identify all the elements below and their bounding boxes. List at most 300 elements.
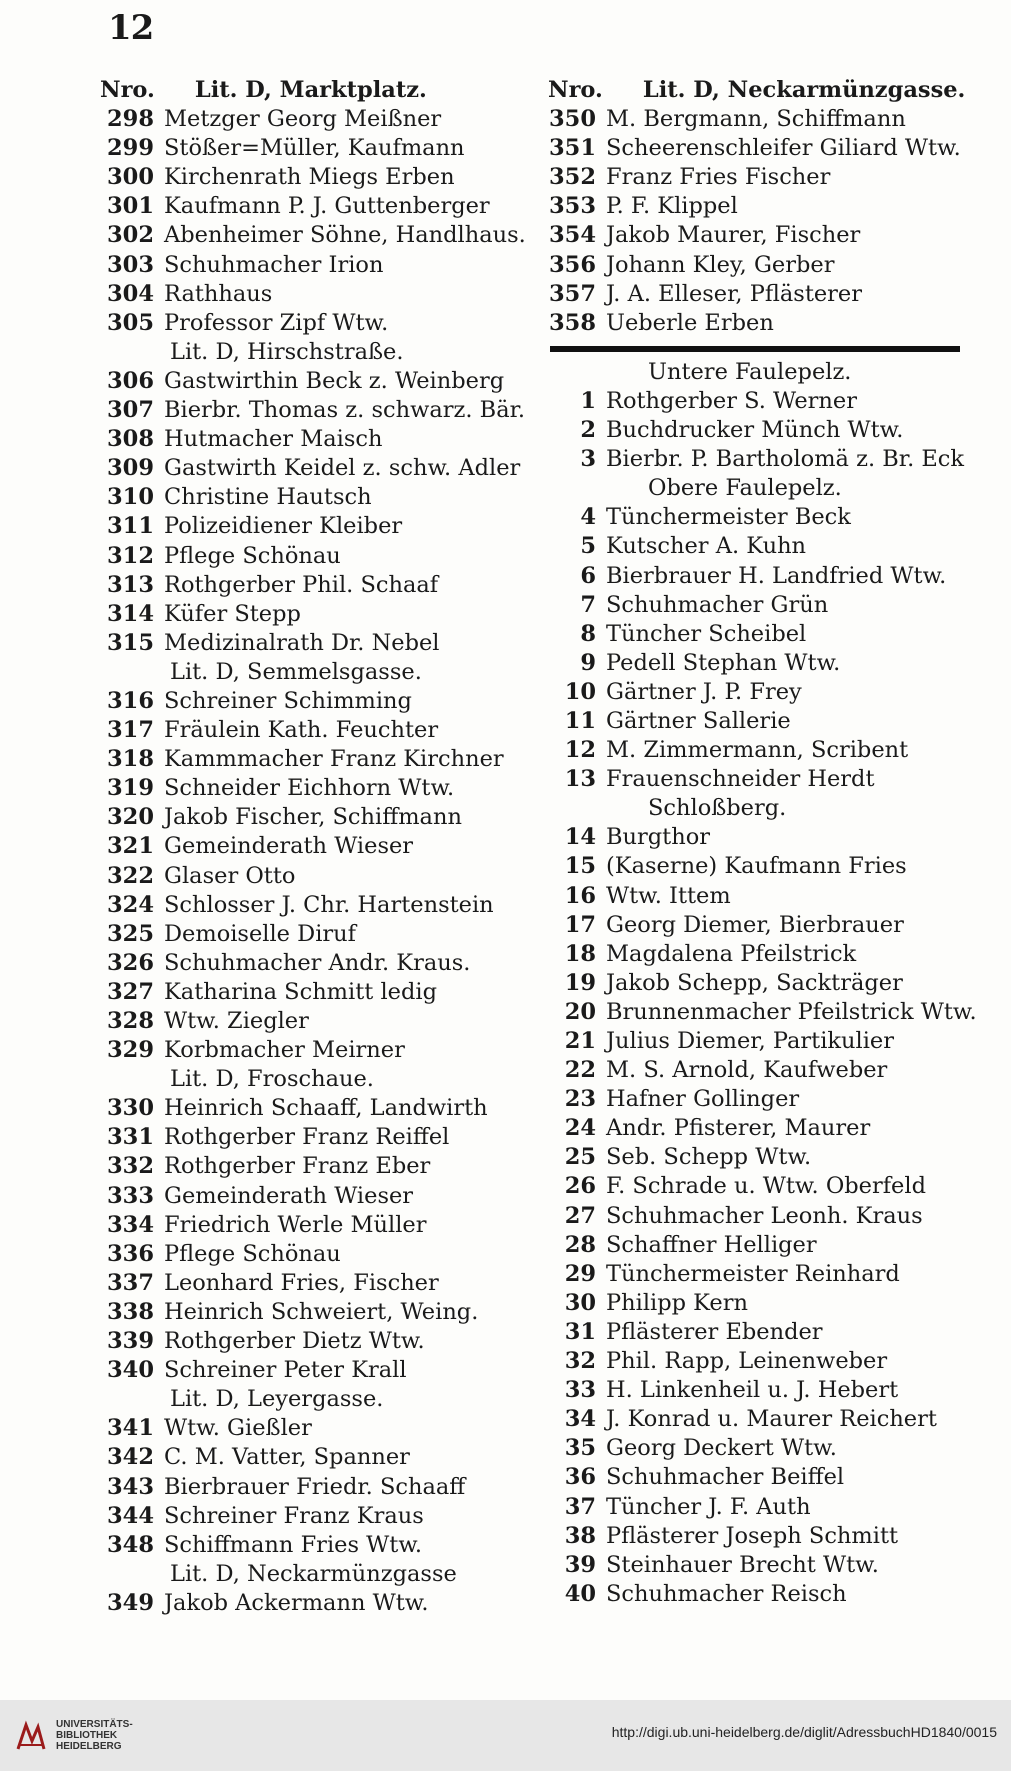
house-number: 305 — [107, 309, 154, 336]
section-divider — [550, 346, 960, 352]
address-entry — [100, 1473, 540, 1502]
resident-name: Gastwirth Keidel z. schw. Adler — [164, 455, 521, 482]
address-entry — [100, 1007, 540, 1036]
house-number: 14 — [564, 824, 596, 851]
address-entry — [100, 687, 540, 716]
resident-name: Schreiner Franz Kraus — [164, 1502, 424, 1529]
address-entry — [548, 1318, 978, 1347]
house-number: 342 — [107, 1444, 154, 1471]
resident-name: Gastwirthin Beck z. Weinberg — [164, 367, 505, 394]
resident-name: Tünchermeister Reinhard — [606, 1260, 900, 1287]
address-entry — [100, 163, 540, 192]
street-heading — [100, 338, 540, 367]
resident-name: F. Schrade u. Wtw. Oberfeld — [606, 1173, 926, 1200]
house-number: 23 — [564, 1086, 596, 1113]
university-seal-icon — [14, 1719, 48, 1753]
resident-name: Professor Zipf Wtw. — [164, 309, 389, 336]
house-number: 352 — [549, 164, 596, 191]
resident-name: Küfer Stepp — [164, 600, 301, 627]
house-number: 26 — [564, 1173, 596, 1200]
resident-name: Leonhard Fries, Fischer — [164, 1269, 439, 1296]
house-number: 343 — [107, 1473, 154, 1500]
resident-name: Philipp Kern — [606, 1289, 748, 1316]
house-number: 321 — [107, 833, 154, 860]
address-entry — [100, 1182, 540, 1211]
street-heading-text: Lit. D, Froschaue. — [170, 1066, 374, 1093]
resident-name: J. Konrad u. Maurer Reichert — [606, 1406, 937, 1433]
resident-name: Rothgerber Dietz Wtw. — [164, 1328, 425, 1355]
resident-name: Brunnenmacher Pfeilstrick Wtw. — [606, 998, 977, 1025]
resident-name: Pflege Schönau — [164, 542, 341, 569]
resident-name: Pflege Schönau — [164, 1240, 341, 1267]
house-number: 336 — [107, 1240, 154, 1267]
address-entry — [100, 1123, 540, 1152]
address-entry — [548, 765, 978, 794]
house-number: 301 — [107, 193, 154, 220]
street-heading-text: Schloßberg. — [648, 795, 787, 822]
street-heading — [100, 1385, 540, 1414]
house-number: 356 — [549, 251, 596, 278]
address-entry — [100, 309, 540, 338]
house-number: 15 — [564, 853, 596, 880]
house-number: 306 — [107, 367, 154, 394]
source-url[interactable]: http://digi.ub.uni-heidelberg.de/diglit/AdressbuchHD1840/0015 — [611, 1724, 997, 1740]
address-entry — [100, 1502, 540, 1531]
column-header — [548, 76, 978, 105]
address-entry — [100, 600, 540, 629]
house-number: 6 — [580, 562, 596, 589]
house-number: 5 — [580, 533, 596, 560]
resident-name: Schreiner Schimming — [164, 687, 412, 714]
resident-name: Tünchermeister Beck — [606, 504, 851, 531]
resident-name: Franz Fries Fischer — [606, 164, 831, 191]
house-number: 309 — [107, 455, 154, 482]
resident-name: Hutmacher Maisch — [164, 426, 383, 453]
library-logo-text — [56, 1719, 133, 1752]
house-number: 307 — [107, 397, 154, 424]
resident-name: Medizinalrath Dr. Nebel — [164, 629, 440, 656]
resident-name: Bierbrauer Friedr. Schaaff — [164, 1473, 466, 1500]
address-entry — [100, 949, 540, 978]
house-number: 344 — [107, 1502, 154, 1529]
resident-name: Schuhmacher Andr. Kraus. — [164, 949, 471, 976]
address-entry — [100, 978, 540, 1007]
address-entry — [100, 1443, 540, 1472]
address-entry — [548, 649, 978, 678]
address-entry — [100, 862, 540, 891]
address-entry — [548, 134, 978, 163]
house-number: 328 — [107, 1008, 154, 1034]
resident-name: Jakob Maurer, Fischer — [606, 222, 861, 249]
house-number: 9 — [580, 649, 596, 676]
resident-name: Kutscher A. Kuhn — [606, 533, 807, 560]
house-number: 28 — [564, 1231, 596, 1258]
address-entry — [548, 969, 978, 998]
resident-name: Schuhmacher Reisch — [606, 1580, 847, 1607]
street-heading — [100, 1065, 540, 1094]
logo-line-2: BIBLIOTHEK — [56, 1730, 118, 1741]
resident-name: Tüncher Scheibel — [606, 620, 807, 647]
address-entry — [100, 1531, 540, 1560]
house-number: 351 — [549, 135, 596, 162]
resident-name: J. A. Elleser, Pflästerer — [606, 280, 863, 307]
address-entry — [548, 416, 978, 445]
resident-name: Friedrich Werle Müller — [164, 1211, 427, 1238]
resident-name: Heinrich Schweiert, Weing. — [164, 1298, 479, 1325]
house-number: 319 — [107, 775, 154, 802]
address-entry — [548, 1493, 978, 1522]
resident-name: Schaffner Helliger — [606, 1231, 817, 1258]
address-entry — [548, 445, 978, 474]
resident-name: Korbmacher Meirner — [164, 1037, 405, 1064]
resident-name: Schuhmacher Leonh. Kraus — [606, 1202, 923, 1229]
house-number: 299 — [107, 135, 154, 162]
resident-name: Schiffmann Fries Wtw. — [164, 1531, 423, 1558]
resident-name: Wtw. Ittem — [606, 882, 731, 909]
house-number: 11 — [564, 707, 596, 734]
street-heading-text: Obere Faulepelz. — [648, 475, 842, 502]
address-entry — [548, 1231, 978, 1260]
resident-name: Andr. Pfisterer, Maurer — [606, 1115, 871, 1142]
address-entry — [548, 163, 978, 192]
resident-name: Kaufmann P. J. Guttenberger — [164, 193, 490, 220]
resident-name: Abenheimer Söhne, Handlhaus. — [164, 222, 526, 249]
address-entry — [548, 1260, 978, 1289]
resident-name: Rathhaus — [164, 280, 273, 307]
resident-name: Pflästerer Ebender — [606, 1318, 823, 1345]
address-entry — [548, 1522, 978, 1551]
house-number: 348 — [107, 1531, 154, 1558]
resident-name: Glaser Otto — [164, 862, 296, 889]
house-number: 313 — [107, 571, 154, 598]
resident-name: Kammmacher Franz Kirchner — [164, 746, 504, 773]
library-logo[interactable] — [14, 1719, 133, 1753]
house-number: 35 — [564, 1435, 596, 1462]
resident-name: Pflästerer Joseph Schmitt — [606, 1522, 899, 1549]
address-entry — [548, 387, 978, 416]
house-number: 18 — [564, 940, 596, 967]
address-entry — [100, 891, 540, 920]
address-entry — [100, 483, 540, 512]
street-heading-text: Lit. D, Semmelsgasse. — [170, 658, 422, 685]
house-number: 21 — [564, 1028, 596, 1054]
house-number: 30 — [564, 1289, 596, 1316]
resident-name: (Kaserne) Kaufmann Fries — [606, 853, 907, 880]
resident-name: Wtw. Gießler — [164, 1415, 312, 1442]
address-entry — [100, 134, 540, 163]
resident-name: Schuhmacher Beiffel — [606, 1464, 845, 1491]
house-number: 312 — [107, 542, 154, 569]
address-entry — [100, 425, 540, 454]
address-entry — [548, 532, 978, 561]
address-entry — [548, 1289, 978, 1318]
street-heading — [548, 358, 978, 387]
house-number: 340 — [107, 1357, 154, 1384]
street-heading — [548, 794, 978, 823]
resident-name: Buchdrucker Münch Wtw. — [606, 417, 904, 444]
house-number: 332 — [107, 1153, 154, 1180]
address-entry — [100, 1356, 540, 1385]
resident-name: Steinhauer Brecht Wtw. — [606, 1551, 879, 1578]
house-number: 22 — [564, 1057, 596, 1084]
house-number: 8 — [580, 620, 596, 647]
address-entry — [548, 280, 978, 309]
house-number: 39 — [564, 1551, 596, 1578]
address-entry — [100, 1269, 540, 1298]
address-entry — [100, 1152, 540, 1181]
address-entry — [100, 716, 540, 745]
resident-name: Metzger Georg Meißner — [164, 106, 442, 133]
resident-name: Schneider Eichhorn Wtw. — [164, 775, 455, 802]
address-entry — [548, 823, 978, 852]
resident-name: Hafner Gollinger — [606, 1086, 800, 1113]
resident-name: Rothgerber Phil. Schaaf — [164, 571, 439, 598]
resident-name: Magdalena Pfeilstrick — [606, 940, 857, 967]
address-entry — [548, 221, 978, 250]
house-number: 315 — [107, 629, 154, 656]
house-number: 40 — [564, 1580, 596, 1607]
address-entry — [548, 1580, 978, 1609]
house-number: 24 — [564, 1115, 596, 1142]
house-number: 338 — [107, 1298, 154, 1325]
column-header — [100, 76, 540, 105]
address-entry — [100, 280, 540, 309]
street-heading — [100, 1560, 540, 1589]
address-entry — [548, 309, 978, 338]
house-number: 339 — [107, 1328, 154, 1355]
house-number: 20 — [564, 998, 596, 1025]
house-number: 27 — [564, 1202, 596, 1229]
street-heading — [548, 474, 978, 503]
address-entry — [548, 1056, 978, 1085]
house-number: 330 — [107, 1095, 154, 1122]
resident-name: Tüncher J. F. Auth — [606, 1493, 811, 1520]
house-number: 354 — [549, 222, 596, 249]
address-entry — [548, 1085, 978, 1114]
logo-line-3: HEIDELBERG — [56, 1741, 122, 1752]
resident-name: Schlosser J. Chr. Hartenstein — [164, 891, 494, 918]
street-heading-text: Lit. D, Neckarmünzgasse — [170, 1560, 457, 1587]
house-number: 314 — [107, 600, 154, 627]
resident-name: M. Zimmermann, Scribent — [606, 737, 909, 764]
resident-name: P. F. Klippel — [606, 193, 738, 220]
resident-name: Polizeidiener Kleiber — [164, 513, 403, 540]
address-entry — [100, 1327, 540, 1356]
resident-name: Pedell Stephan Wtw. — [606, 649, 841, 676]
page-number: 12 — [108, 8, 154, 48]
address-entry — [100, 396, 540, 425]
address-entry — [548, 562, 978, 591]
house-number: 303 — [107, 251, 154, 278]
resident-name: Gemeinderath Wieser — [164, 833, 414, 860]
address-entry — [100, 1240, 540, 1269]
house-number: 36 — [564, 1464, 596, 1491]
address-entry — [100, 774, 540, 803]
address-entry — [548, 998, 978, 1027]
resident-name: Bierbr. Thomas z. schwarz. Bär. — [164, 397, 526, 424]
street-heading-text: Lit. D, Marktplatz. — [194, 77, 427, 103]
house-number: 320 — [107, 804, 154, 831]
address-entry — [100, 251, 540, 280]
resident-name: Heinrich Schaaff, Landwirth — [164, 1095, 488, 1122]
house-number: 322 — [107, 862, 154, 889]
house-number: 327 — [107, 978, 154, 1005]
left-column — [100, 76, 540, 1618]
address-entry — [548, 192, 978, 221]
address-entry — [548, 736, 978, 765]
house-number: 333 — [107, 1182, 154, 1209]
address-entry — [100, 512, 540, 541]
street-heading-text: Lit. D, Leyergasse. — [170, 1386, 384, 1413]
resident-name: Jakob Ackermann Wtw. — [164, 1589, 429, 1616]
resident-name: H. Linkenheil u. J. Hebert — [606, 1377, 899, 1404]
street-heading-text: Untere Faulepelz. — [648, 358, 852, 385]
address-entry — [100, 542, 540, 571]
house-number: 341 — [107, 1415, 154, 1442]
house-number: 19 — [564, 969, 596, 996]
address-entry — [548, 1405, 978, 1434]
house-number: 318 — [107, 746, 154, 773]
house-number: 349 — [107, 1589, 154, 1616]
resident-name: Stößer=Müller, Kaufmann — [164, 135, 465, 162]
street-heading-text: Lit. D, Neckarmünzgasse. — [642, 77, 966, 103]
address-entry — [548, 940, 978, 969]
resident-name: Ueberle Erben — [606, 309, 774, 336]
address-entry — [100, 629, 540, 658]
address-entry — [548, 591, 978, 620]
house-number: 350 — [549, 106, 596, 133]
house-number: 304 — [107, 280, 154, 307]
resident-name: Georg Deckert Wtw. — [606, 1435, 837, 1462]
resident-name: Rothgerber S. Werner — [606, 387, 857, 414]
house-number: 33 — [564, 1377, 596, 1404]
resident-name: Johann Kley, Gerber — [606, 251, 835, 278]
address-entry — [548, 882, 978, 911]
resident-name: Katharina Schmitt ledig — [164, 978, 437, 1005]
address-entry — [548, 1347, 978, 1376]
address-entry — [100, 192, 540, 221]
house-number: 326 — [107, 949, 154, 976]
address-entry — [100, 1094, 540, 1123]
house-number: 32 — [564, 1348, 596, 1375]
number-heading: Nro. — [548, 77, 603, 103]
house-number: 310 — [107, 484, 154, 511]
resident-name: Gärtner J. P. Frey — [606, 678, 802, 705]
resident-name: Gemeinderath Wieser — [164, 1182, 414, 1209]
address-entry — [548, 1143, 978, 1172]
resident-name: Demoiselle Diruf — [164, 920, 356, 947]
address-entry — [548, 251, 978, 280]
house-number: 1 — [580, 387, 596, 414]
address-entry — [548, 105, 978, 134]
house-number: 3 — [580, 446, 596, 473]
address-entry — [548, 852, 978, 881]
logo-line-1: UNIVERSITÄTS- — [56, 1719, 133, 1730]
address-entry — [100, 571, 540, 600]
street-heading — [100, 658, 540, 687]
address-entry — [548, 1027, 978, 1056]
address-entry — [100, 745, 540, 774]
resident-name: Christine Hautsch — [164, 484, 372, 511]
resident-name: Bierbrauer H. Landfried Wtw. — [606, 562, 947, 589]
address-entry — [548, 1434, 978, 1463]
address-entry — [548, 620, 978, 649]
address-entry — [548, 1551, 978, 1580]
resident-name: Frauenschneider Herdt — [606, 766, 875, 793]
address-entry — [100, 454, 540, 483]
address-entry — [100, 832, 540, 861]
number-heading: Nro. — [100, 77, 155, 103]
resident-name: Burgthor — [606, 824, 711, 851]
resident-name: Phil. Rapp, Leinenweber — [606, 1348, 888, 1375]
house-number: 37 — [564, 1493, 596, 1520]
address-entry — [548, 1172, 978, 1201]
house-number: 38 — [564, 1522, 596, 1549]
address-entry — [100, 105, 540, 134]
resident-name: Schuhmacher Irion — [164, 251, 384, 278]
address-entry — [100, 1298, 540, 1327]
address-entry — [548, 1463, 978, 1492]
house-number: 2 — [580, 417, 596, 444]
resident-name: Rothgerber Franz Eber — [164, 1153, 431, 1180]
address-entry — [100, 920, 540, 949]
house-number: 7 — [580, 591, 596, 618]
house-number: 316 — [107, 687, 154, 714]
address-entry — [548, 678, 978, 707]
house-number: 337 — [107, 1269, 154, 1296]
house-number: 31 — [564, 1318, 596, 1345]
house-number: 10 — [564, 678, 596, 705]
house-number: 317 — [107, 717, 154, 744]
resident-name: Jakob Fischer, Schiffmann — [164, 804, 462, 831]
address-entry — [548, 911, 978, 940]
resident-name: Fräulein Kath. Feuchter — [164, 717, 439, 744]
right-column — [548, 76, 978, 1609]
house-number: 17 — [564, 911, 596, 938]
resident-name: Scheerenschleifer Giliard Wtw. — [606, 135, 961, 162]
house-number: 302 — [107, 222, 154, 249]
house-number: 329 — [107, 1037, 154, 1064]
footer-bar — [0, 1700, 1011, 1771]
resident-name: Rothgerber Franz Reiffel — [164, 1124, 450, 1151]
resident-name: Julius Diemer, Partikulier — [606, 1028, 895, 1054]
house-number: 12 — [564, 737, 596, 764]
house-number: 353 — [549, 193, 596, 220]
house-number: 298 — [107, 106, 154, 133]
resident-name: Bierbr. P. Bartholomä z. Br. Eck — [606, 446, 965, 473]
address-entry — [548, 707, 978, 736]
house-number: 308 — [107, 426, 154, 453]
resident-name: M. S. Arnold, Kaufweber — [606, 1057, 888, 1084]
house-number: 324 — [107, 891, 154, 918]
address-entry — [100, 803, 540, 832]
address-entry — [548, 503, 978, 532]
house-number: 334 — [107, 1211, 154, 1238]
address-entry — [100, 1036, 540, 1065]
resident-name: Wtw. Ziegler — [164, 1008, 309, 1034]
address-entry — [548, 1202, 978, 1231]
resident-name: Georg Diemer, Bierbrauer — [606, 911, 904, 938]
house-number: 13 — [564, 766, 596, 793]
resident-name: Jakob Schepp, Sackträger — [606, 969, 903, 996]
house-number: 25 — [564, 1144, 596, 1171]
house-number: 358 — [549, 309, 596, 336]
address-entry — [100, 1211, 540, 1240]
house-number: 16 — [564, 882, 596, 909]
house-number: 357 — [549, 280, 596, 307]
house-number: 4 — [580, 504, 596, 531]
resident-name: Gärtner Sallerie — [606, 707, 791, 734]
